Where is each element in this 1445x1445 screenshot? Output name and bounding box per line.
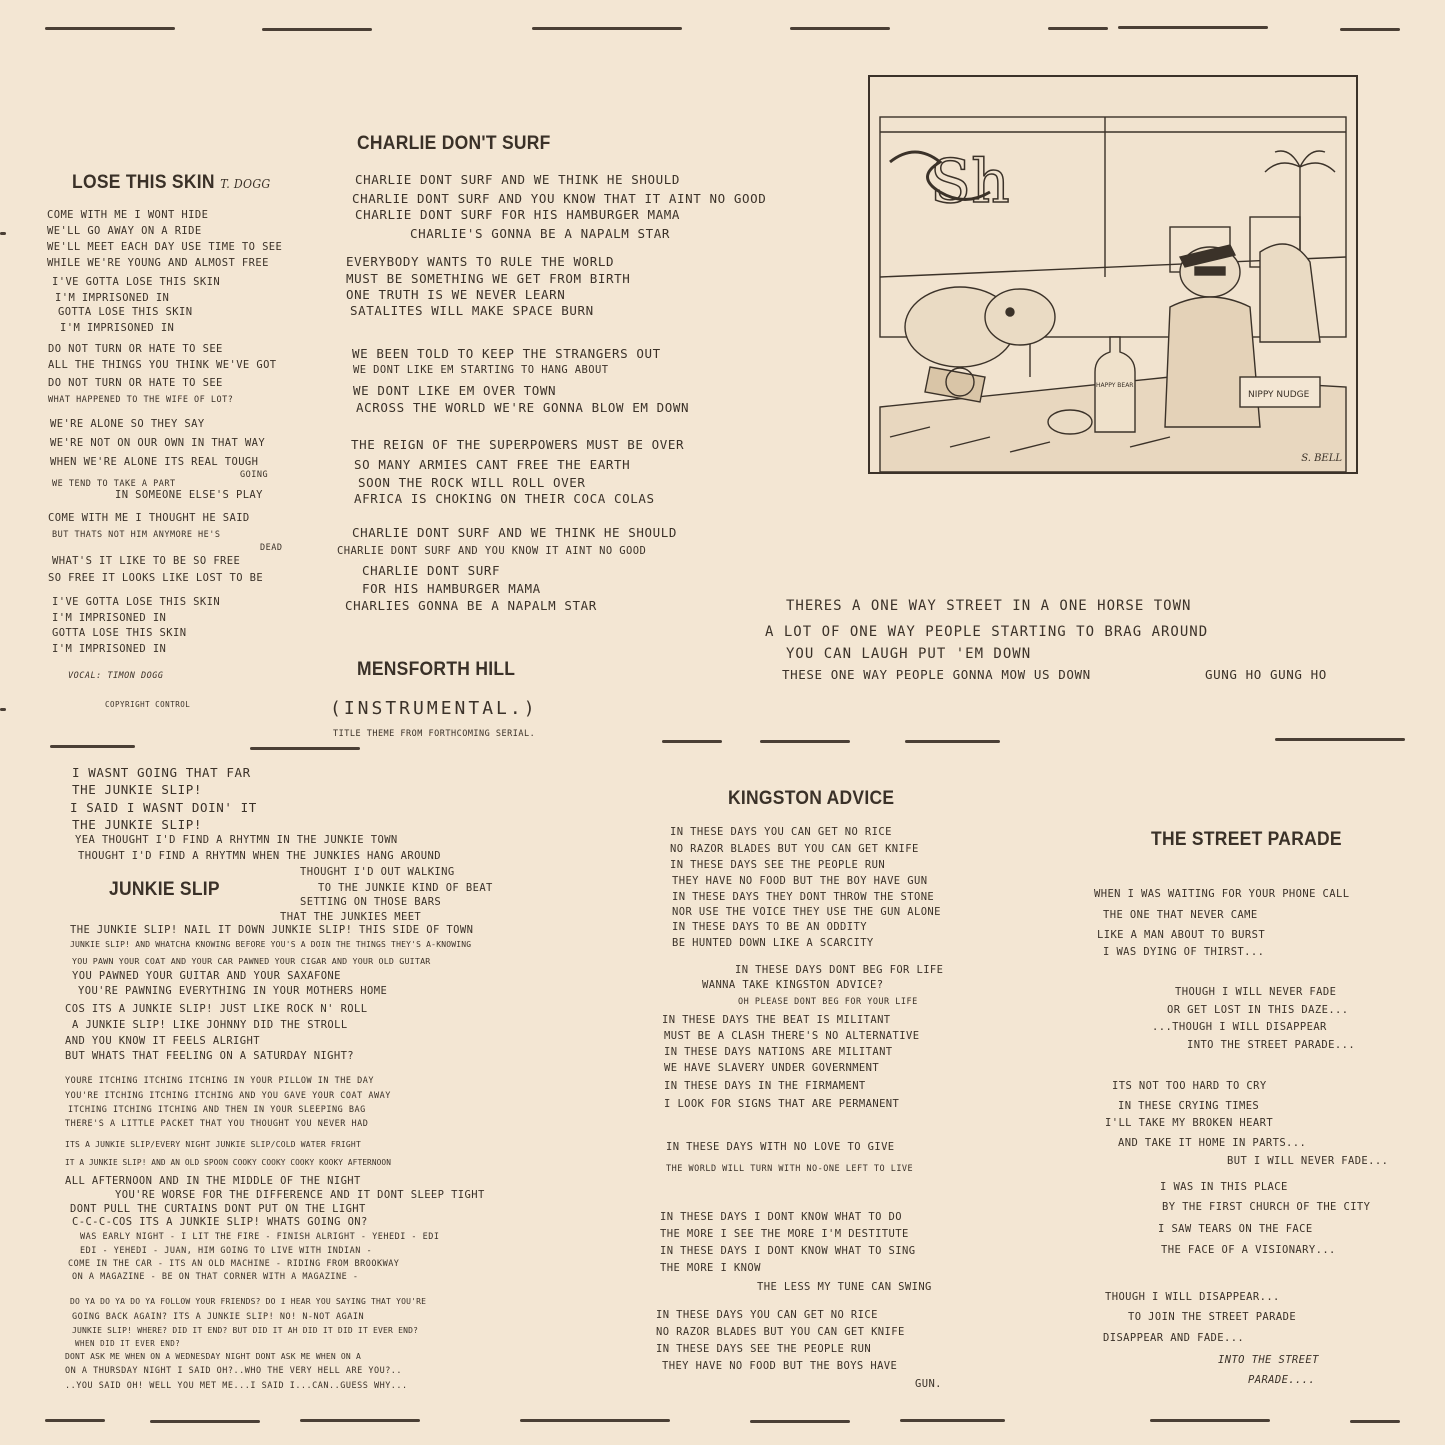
lyric-line: IN THESE DAYS I DONT KNOW WHAT TO DO xyxy=(660,1211,902,1223)
lyric-line: SOON THE ROCK WILL ROLL OVER xyxy=(358,475,586,490)
divider xyxy=(0,232,6,235)
lyric-line: YOU PAWN YOUR COAT AND YOUR CAR PAWNED YOUR CIGAR AND YOUR OLD GUITAR xyxy=(72,956,431,966)
lyric-line: WE'LL MEET EACH DAY USE TIME TO SEE xyxy=(47,241,283,253)
lyric-line: I SAW TEARS ON THE FACE xyxy=(1158,1223,1313,1235)
lyric-line: WHAT HAPPENED TO THE WIFE OF LOT? xyxy=(48,395,234,405)
lyric-line: YOU PAWNED YOUR GUITAR AND YOUR SAXAFONE xyxy=(72,970,341,982)
lyric-line: IN THESE DAYS I DONT KNOW WHAT TO SING xyxy=(660,1245,916,1257)
song-title-mensforth-hill: MENSFORTH HILL xyxy=(357,659,516,680)
divider xyxy=(662,740,722,743)
divider xyxy=(0,708,6,711)
lyric-line: WHEN I WAS WAITING FOR YOUR PHONE CALL xyxy=(1094,888,1350,900)
lyric-line: WE DONT LIKE EM STARTING TO HANG ABOUT xyxy=(353,364,609,376)
cartoon-illustration xyxy=(868,75,1358,474)
lyric-line: IN THESE DAYS IN THE FIRMAMENT xyxy=(664,1080,866,1092)
lyric-line: AND YOU KNOW IT FEELS ALRIGHT xyxy=(65,1035,260,1047)
lyric-line: THE MORE I SEE THE MORE I'M DESTITUTE xyxy=(660,1228,909,1240)
lyric-line: THE WORLD WILL TURN WITH NO-ONE LEFT TO LIVE xyxy=(666,1164,914,1174)
lyric-line: IN THESE DAYS YOU CAN GET NO RICE xyxy=(670,826,892,838)
lyric-line: SO MANY ARMIES CANT FREE THE EARTH xyxy=(354,457,631,472)
lyric-line: IT A JUNKIE SLIP! AND AN OLD SPOON COOKY COOKY COOKY KOOKY AFTERNOON xyxy=(65,1158,391,1167)
lyric-line: GUNG HO GUNG HO xyxy=(1205,667,1327,682)
lyric-line: COME WITH ME I WONT HIDE xyxy=(47,209,209,221)
lyric-line: IN THESE DAYS SEE THE PEOPLE RUN xyxy=(656,1343,872,1355)
lyric-line: THE ONE THAT NEVER CAME xyxy=(1103,909,1258,921)
lyric-line: BUT THATS NOT HIM ANYMORE HE'S xyxy=(52,530,221,540)
lyric-line: I'VE GOTTA LOSE THIS SKIN xyxy=(52,276,221,288)
lyric-line: IN THESE DAYS THE BEAT IS MILITANT xyxy=(662,1014,891,1026)
lyric-line: DISAPPEAR AND FADE... xyxy=(1103,1332,1245,1344)
lyric-line: MUST BE SOMETHING WE GET FROM BIRTH xyxy=(346,271,631,286)
lyric-line: ALL THE THINGS YOU THINK WE'VE GOT xyxy=(48,359,277,371)
lyric-line: DO NOT TURN OR HATE TO SEE xyxy=(48,343,223,355)
divider xyxy=(300,1419,420,1422)
lyric-line: THE LESS MY TUNE CAN SWING xyxy=(757,1281,932,1293)
lyric-line: THOUGH I WILL DISAPPEAR... xyxy=(1105,1291,1280,1303)
divider xyxy=(45,1419,105,1422)
serial-note: TITLE THEME FROM FORTHCOMING SERIAL. xyxy=(333,729,536,739)
lyric-line: WE BEEN TOLD TO KEEP THE STRANGERS OUT xyxy=(352,346,661,361)
song-title-street-parade: THE STREET PARADE xyxy=(1151,829,1342,850)
lyric-line: YOURE ITCHING ITCHING ITCHING IN YOUR PILLOW IN THE DAY xyxy=(65,1076,374,1086)
song-title-kingston-advice: KINGSTON ADVICE xyxy=(728,788,895,809)
lyric-line: GOTTA LOSE THIS SKIN xyxy=(52,627,187,639)
lyric-line: I'LL TAKE MY BROKEN HEART xyxy=(1105,1117,1274,1129)
lyric-line: WE HAVE SLAVERY UNDER GOVERNMENT xyxy=(664,1062,880,1074)
divider xyxy=(790,27,890,30)
lyric-line: THEY HAVE NO FOOD BUT THE BOY HAVE GUN xyxy=(672,875,928,887)
vocal-credit: VOCAL: TIMON DOGG xyxy=(68,671,164,681)
lyric-line: I'M IMPRISONED IN xyxy=(52,612,167,624)
lyric-line: CHARLIE DONT SURF FOR HIS HAMBURGER MAMA xyxy=(355,207,681,222)
lyric-line: WHAT'S IT LIKE TO BE SO FREE xyxy=(52,555,241,567)
lyric-line: THOUGHT I'D FIND A RHYTMN WHEN THE JUNKIES HANG AROUND xyxy=(78,850,441,862)
lyric-line: ITS A JUNKIE SLIP/EVERY NIGHT JUNKIE SLIP/COLD WATER FRIGHT xyxy=(65,1140,361,1149)
lyric-line: PARADE.... xyxy=(1248,1374,1316,1386)
lyric-line: THE REIGN OF THE SUPERPOWERS MUST BE OVER xyxy=(351,437,685,452)
lyric-line: JUNKIE SLIP! AND WHATCHA KNOWING BEFORE YOU'S A DOIN THE THINGS THEY'S A-KNOWING xyxy=(70,940,472,949)
lyric-line: THE JUNKIE SLIP! NAIL IT DOWN JUNKIE SLIP! THIS SIDE OF TOWN xyxy=(70,924,474,936)
lyric-line: I WAS IN THIS PLACE xyxy=(1160,1181,1288,1193)
divider xyxy=(45,27,175,30)
divider xyxy=(1340,28,1400,31)
lyric-line: WHEN WE'RE ALONE ITS REAL TOUGH xyxy=(50,456,259,468)
lyric-line: NO RAZOR BLADES BUT YOU CAN GET KNIFE xyxy=(656,1326,905,1338)
lyric-line: THE MORE I KNOW xyxy=(660,1262,761,1274)
lyric-line: WHEN DID IT EVER END? xyxy=(75,1339,181,1348)
lyric-line: WE TEND TO TAKE A PART xyxy=(52,479,176,489)
divider xyxy=(1118,26,1268,29)
lyric-line: IN THESE DAYS SEE THE PEOPLE RUN xyxy=(670,859,886,871)
lyric-line: WE'RE ALONE SO THEY SAY xyxy=(50,418,205,430)
divider xyxy=(1275,738,1405,741)
divider xyxy=(50,745,135,748)
lyric-line: THOUGH I WILL NEVER FADE xyxy=(1175,986,1337,998)
divider xyxy=(905,740,1000,743)
lyric-line: NO RAZOR BLADES BUT YOU CAN GET KNIFE xyxy=(670,843,919,855)
lyric-line: TO THE JUNKIE KIND OF BEAT xyxy=(318,882,493,894)
lyric-line: CHARLIE DONT SURF AND WE THINK HE SHOULD xyxy=(355,172,681,187)
instrumental-note: (INSTRUMENTAL.) xyxy=(330,698,538,719)
lyric-line: ON A MAGAZINE - BE ON THAT CORNER WITH A MAGAZINE - xyxy=(72,1272,359,1282)
lyric-line: OR GET LOST IN THIS DAZE... xyxy=(1167,1004,1349,1016)
lyric-line: I WASNT GOING THAT FAR xyxy=(72,765,251,780)
lyric-line: GOTTA LOSE THIS SKIN xyxy=(58,306,193,318)
lyric-line: THE JUNKIE SLIP! xyxy=(72,782,203,797)
lyric-line: DONT PULL THE CURTAINS DONT PUT ON THE LIGHT xyxy=(70,1203,366,1215)
divider xyxy=(250,747,360,750)
lyric-line: WAS EARLY NIGHT - I LIT THE FIRE - FINISH ALRIGHT - YEHEDI - EDI xyxy=(80,1232,440,1242)
lyric-line: MUST BE A CLASH THERE'S NO ALTERNATIVE xyxy=(664,1030,920,1042)
song-title-charlie-dont-surf: CHARLIE DON'T SURF xyxy=(357,133,551,154)
divider xyxy=(1150,1419,1270,1422)
bar-scene-drawing xyxy=(870,77,1356,472)
divider xyxy=(760,740,850,743)
lyric-line: YOU'RE PAWNING EVERYTHING IN YOUR MOTHERS HOME xyxy=(78,985,388,997)
lyric-line: EVERYBODY WANTS TO RULE THE WORLD xyxy=(346,254,615,269)
lyric-line: INTO THE STREET xyxy=(1218,1354,1319,1366)
song-title-lose-this-skin xyxy=(72,172,271,194)
bottle-label-text: HAPPY BEAR xyxy=(1096,382,1134,389)
lyric-line: ..YOU SAID OH! WELL YOU MET ME...I SAID I...CAN..GUESS WHY... xyxy=(65,1381,408,1391)
lyric-line: INTO THE STREET PARADE... xyxy=(1187,1039,1356,1051)
lyric-line: TO JOIN THE STREET PARADE xyxy=(1128,1311,1297,1323)
divider xyxy=(1048,27,1108,30)
artist-signature: S. BELL xyxy=(1301,453,1342,464)
copyright-note: COPYRIGHT CONTROL xyxy=(105,700,191,709)
divider xyxy=(150,1420,260,1423)
lyric-line: WE DONT LIKE EM OVER TOWN xyxy=(353,383,557,398)
lyric-line: THAT THE JUNKIES MEET xyxy=(280,911,422,923)
lyric-line: CHARLIE DONT SURF AND WE THINK HE SHOULD xyxy=(352,525,678,540)
lyric-line: THERES A ONE WAY STREET IN A ONE HORSE TOWN xyxy=(786,598,1192,614)
lyric-line: IN SOMEONE ELSE'S PLAY xyxy=(115,489,263,501)
lyric-line: CHARLIES GONNA BE A NAPALM STAR xyxy=(345,598,597,613)
lyric-line: A LOT OF ONE WAY PEOPLE STARTING TO BRAG AROUND xyxy=(765,624,1209,640)
lyric-line: BUT WHATS THAT FEELING ON A SATURDAY NIGHT? xyxy=(65,1050,355,1062)
lyric-line: I'M IMPRISONED IN xyxy=(55,292,170,304)
lyric-line: WHILE WE'RE YOUNG AND ALMOST FREE xyxy=(47,257,269,269)
lyric-line: IN THESE DAYS DONT BEG FOR LIFE xyxy=(735,964,944,976)
lyric-line: COME WITH ME I THOUGHT HE SAID xyxy=(48,512,250,524)
song-title-text: LOSE THIS SKIN xyxy=(72,172,215,193)
lyric-line: GOING xyxy=(240,470,269,480)
lyric-line: CHARLIE'S GONNA BE A NAPALM STAR xyxy=(410,226,671,241)
lyric-line: CHARLIE DONT SURF AND YOU KNOW IT AINT NO GOOD xyxy=(337,545,647,557)
lyric-line: THOUGHT I'D OUT WALKING xyxy=(300,866,455,878)
lyric-line: SETTING ON THOSE BARS xyxy=(300,896,442,908)
lyric-line: JUNKIE SLIP! WHERE? DID IT END? BUT DID IT AH DID IT DID IT EVER END? xyxy=(72,1326,419,1335)
lyric-line: I SAID I WASNT DOIN' IT xyxy=(70,800,257,815)
lyric-line: AFRICA IS CHOKING ON THEIR COCA COLAS xyxy=(354,491,655,506)
lyric-line: ON A THURSDAY NIGHT I SAID OH?..WHO THE VERY HELL ARE YOU?.. xyxy=(65,1366,403,1376)
divider xyxy=(532,27,682,30)
lyric-line: THE JUNKIE SLIP! xyxy=(72,817,203,832)
lyric-line: DEAD xyxy=(260,543,283,553)
lyric-line: EDI - YEHEDI - JUAN, HIM GOING TO LIVE WITH INDIAN - xyxy=(80,1246,373,1256)
lyric-line: IN THESE DAYS NATIONS ARE MILITANT xyxy=(664,1046,893,1058)
lyric-line: ACROSS THE WORLD WE'RE GONNA BLOW EM DOWN xyxy=(356,400,690,415)
lyric-line: LIKE A MAN ABOUT TO BURST xyxy=(1097,929,1266,941)
lyric-line: GOING BACK AGAIN? ITS A JUNKIE SLIP! NO! N-NOT AGAIN xyxy=(72,1312,365,1322)
lyric-line: DO NOT TURN OR HATE TO SEE xyxy=(48,377,223,389)
divider xyxy=(1350,1420,1400,1423)
lyric-line: IN THESE DAYS THEY DONT THROW THE STONE xyxy=(672,891,935,903)
lyric-line: THE FACE OF A VISIONARY... xyxy=(1161,1244,1336,1256)
divider xyxy=(900,1419,1005,1422)
lyric-line: I'M IMPRISONED IN xyxy=(60,322,175,334)
divider xyxy=(750,1420,850,1423)
box-label-text: NIPPY NUDGE xyxy=(1248,390,1310,400)
lyric-line: WE'RE NOT ON OUR OWN IN THAT WAY xyxy=(50,437,266,449)
lyric-line: IN THESE DAYS WITH NO LOVE TO GIVE xyxy=(666,1141,895,1153)
lyric-line: THESE ONE WAY PEOPLE GONNA MOW US DOWN xyxy=(782,667,1091,682)
lyric-line: IN THESE DAYS YOU CAN GET NO RICE xyxy=(656,1309,878,1321)
lyric-line: THEY HAVE NO FOOD BUT THE BOYS HAVE xyxy=(662,1360,898,1372)
lyric-line: NOR USE THE VOICE THEY USE THE GUN ALONE xyxy=(672,906,941,918)
lyric-line: C-C-C-COS ITS A JUNKIE SLIP! WHATS GOING ON? xyxy=(72,1216,368,1228)
lyric-line: OH PLEASE DONT BEG FOR YOUR LIFE xyxy=(738,997,918,1007)
lyric-line: WANNA TAKE KINGSTON ADVICE? xyxy=(702,979,884,991)
lyric-line: YOU'RE WORSE FOR THE DIFFERENCE AND IT DONT SLEEP TIGHT xyxy=(115,1189,485,1201)
lyric-line: YEA THOUGHT I'D FIND A RHYTMN IN THE JUNKIE TOWN xyxy=(75,834,398,846)
song-title-junkie-slip: JUNKIE SLIP xyxy=(109,879,220,900)
lyric-line: ONE TRUTH IS WE NEVER LEARN xyxy=(346,287,566,302)
lyric-line: ...THOUGH I WILL DISAPPEAR xyxy=(1152,1021,1327,1033)
lyric-line: AND TAKE IT HOME IN PARTS... xyxy=(1118,1137,1307,1149)
lyric-line: A JUNKIE SLIP! LIKE JOHNNY DID THE STROLL xyxy=(72,1019,348,1031)
lyric-line: THERE'S A LITTLE PACKET THAT YOU THOUGHT YOU NEVER HAD xyxy=(65,1119,369,1129)
lyric-line: YOU CAN LAUGH PUT 'EM DOWN xyxy=(786,646,1032,662)
lyric-line: IN THESE DAYS TO BE AN ODDITY xyxy=(672,921,867,933)
lyric-line: COME IN THE CAR - ITS AN OLD MACHINE - RIDING FROM BROOKWAY xyxy=(68,1259,400,1269)
lyric-line: ITS NOT TOO HARD TO CRY xyxy=(1112,1080,1267,1092)
lyric-line: ALL AFTERNOON AND IN THE MIDDLE OF THE NIGHT xyxy=(65,1175,361,1187)
lyric-line: ITCHING ITCHING ITCHING AND THEN IN YOUR SLEEPING BAG xyxy=(68,1105,366,1115)
divider xyxy=(520,1419,670,1422)
lyric-line: I'M IMPRISONED IN xyxy=(52,643,167,655)
lyric-line: WE'LL GO AWAY ON A RIDE xyxy=(47,225,202,237)
lyric-line: YOU'RE ITCHING ITCHING ITCHING AND YOU GAVE YOUR COAT AWAY xyxy=(65,1091,391,1101)
lyric-line: IN THESE CRYING TIMES xyxy=(1118,1100,1260,1112)
lyric-line: BE HUNTED DOWN LIKE A SCARCITY xyxy=(672,937,874,949)
lyric-line: CHARLIE DONT SURF xyxy=(362,563,501,578)
lyric-line: SO FREE IT LOOKS LIKE LOST TO BE xyxy=(48,572,264,584)
window-sign-text: Sh xyxy=(930,147,1010,217)
lyric-line: I WAS DYING OF THIRST... xyxy=(1103,946,1265,958)
lyric-line: COS ITS A JUNKIE SLIP! JUST LIKE ROCK N' ROLL xyxy=(65,1003,368,1015)
lyric-line: I LOOK FOR SIGNS THAT ARE PERMANENT xyxy=(664,1098,900,1110)
lyric-line: BY THE FIRST CHURCH OF THE CITY xyxy=(1162,1201,1371,1213)
lyric-line: CHARLIE DONT SURF AND YOU KNOW THAT IT AINT NO GOOD xyxy=(352,191,767,206)
lyric-line: BUT I WILL NEVER FADE... xyxy=(1227,1155,1389,1167)
lyric-line: I'VE GOTTA LOSE THIS SKIN xyxy=(52,596,221,608)
lyric-line: GUN. xyxy=(915,1378,942,1390)
songwriter-credit: T. DOGG xyxy=(220,177,271,191)
lyric-line: DO YA DO YA DO YA FOLLOW YOUR FRIENDS? DO I HEAR YOU SAYING THAT YOU'RE xyxy=(70,1297,427,1306)
divider xyxy=(262,28,372,31)
lyric-line: SATALITES WILL MAKE SPACE BURN xyxy=(350,303,594,318)
lyric-line: FOR HIS HAMBURGER MAMA xyxy=(362,581,541,596)
lyric-line: DONT ASK ME WHEN ON A WEDNESDAY NIGHT DONT ASK ME WHEN ON A xyxy=(65,1352,361,1361)
